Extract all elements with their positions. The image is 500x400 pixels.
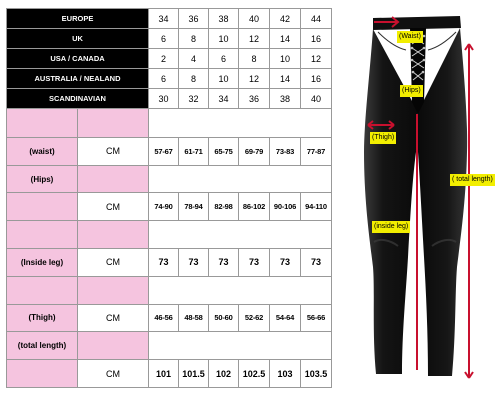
measure-value: 65-75 bbox=[209, 137, 239, 165]
swatch-cell bbox=[78, 332, 149, 360]
measure-row-hips bbox=[7, 193, 332, 221]
total-length-marker bbox=[464, 42, 474, 382]
size-cell: 8 bbox=[179, 69, 209, 89]
blank-cell bbox=[149, 332, 332, 360]
size-cell: 14 bbox=[270, 29, 301, 49]
size-cell: 34 bbox=[209, 89, 239, 109]
size-cell: 6 bbox=[209, 49, 239, 69]
measure-value: 69-79 bbox=[239, 137, 270, 165]
total-length-tag: ( total length) bbox=[450, 174, 495, 186]
size-cell: 44 bbox=[301, 9, 332, 29]
measure-value: 102.5 bbox=[239, 360, 270, 388]
swatch-cell bbox=[78, 221, 149, 249]
region-label: UK bbox=[7, 29, 149, 49]
unit-label: CM bbox=[78, 304, 149, 332]
size-cell: 12 bbox=[239, 29, 270, 49]
measure-value: 101 bbox=[149, 360, 179, 388]
size-cell: 8 bbox=[239, 49, 270, 69]
inside-leg-tag: (inside leg) bbox=[372, 221, 410, 233]
size-cell: 4 bbox=[179, 49, 209, 69]
size-cell: 12 bbox=[239, 69, 270, 89]
size-cell: 8 bbox=[179, 29, 209, 49]
label-cell-bottom bbox=[7, 193, 78, 221]
size-cell: 12 bbox=[301, 49, 332, 69]
size-cell: 36 bbox=[239, 89, 270, 109]
measure-label: (Hips) bbox=[7, 165, 78, 193]
blank-cell bbox=[149, 109, 332, 138]
measure-label: (total length) bbox=[7, 332, 78, 360]
measure-value: 94-110 bbox=[301, 193, 332, 221]
measure-value: 46-56 bbox=[149, 304, 179, 332]
measure-value: 102 bbox=[209, 360, 239, 388]
size-cell: 32 bbox=[179, 89, 209, 109]
right-leg-shape bbox=[418, 28, 467, 376]
label-cell-bottom bbox=[7, 360, 78, 388]
size-row-europe bbox=[7, 9, 332, 29]
measure-value: 73 bbox=[301, 249, 332, 277]
measure-value: 73 bbox=[149, 249, 179, 277]
measure-value: 54-64 bbox=[270, 304, 301, 332]
measure-value: 50-60 bbox=[209, 304, 239, 332]
size-cell: 6 bbox=[149, 69, 179, 89]
measure-value: 82-98 bbox=[209, 193, 239, 221]
size-cell: 42 bbox=[270, 9, 301, 29]
measure-row-inside-leg bbox=[7, 249, 332, 277]
measure-label: (waist) bbox=[7, 137, 78, 165]
size-cell: 2 bbox=[149, 49, 179, 69]
blank-cell bbox=[149, 221, 332, 249]
measure-value: 77-87 bbox=[301, 137, 332, 165]
measure-row-hips-top bbox=[7, 165, 332, 193]
size-cell: 16 bbox=[301, 29, 332, 49]
measure-value: 52-62 bbox=[239, 304, 270, 332]
blank-cell bbox=[149, 276, 332, 304]
measure-row-waist-top bbox=[7, 109, 332, 138]
inside-leg-marker bbox=[412, 112, 422, 374]
measure-value: 90-106 bbox=[270, 193, 301, 221]
measure-row-thigh-top bbox=[7, 276, 332, 304]
region-label: EUROPE bbox=[7, 9, 149, 29]
blank-cell bbox=[149, 165, 332, 193]
size-row-scandinavian bbox=[7, 89, 332, 109]
region-label: AUSTRALIA / NEALAND bbox=[7, 69, 149, 89]
measure-label: (Thigh) bbox=[7, 304, 78, 332]
unit-label: CM bbox=[78, 249, 149, 277]
measure-row-total-length bbox=[7, 360, 332, 388]
size-cell: 38 bbox=[209, 9, 239, 29]
measure-value: 73 bbox=[239, 249, 270, 277]
measure-value: 103 bbox=[270, 360, 301, 388]
size-cell: 16 bbox=[301, 69, 332, 89]
left-leg-shape bbox=[364, 29, 418, 374]
swatch-cell bbox=[78, 276, 149, 304]
label-cell-top bbox=[7, 221, 78, 249]
measure-value: 103.5 bbox=[301, 360, 332, 388]
region-label: SCANDINAVIAN bbox=[7, 89, 149, 109]
size-cell: 14 bbox=[270, 69, 301, 89]
measure-label: (Inside leg) bbox=[7, 249, 78, 277]
size-cell: 30 bbox=[149, 89, 179, 109]
unit-label: CM bbox=[78, 193, 149, 221]
measure-value: 74-90 bbox=[149, 193, 179, 221]
thigh-tag: (Thigh) bbox=[370, 132, 396, 144]
measure-value: 56-66 bbox=[301, 304, 332, 332]
measure-value: 61-71 bbox=[179, 137, 209, 165]
size-row-uk bbox=[7, 29, 332, 49]
measure-value: 86-102 bbox=[239, 193, 270, 221]
measure-value: 48-58 bbox=[179, 304, 209, 332]
swatch-cell bbox=[78, 165, 149, 193]
size-cell: 36 bbox=[179, 9, 209, 29]
jeans-illustration bbox=[340, 2, 500, 398]
size-cell: 6 bbox=[149, 29, 179, 49]
size-cell: 10 bbox=[209, 29, 239, 49]
label-cell-top bbox=[7, 276, 78, 304]
unit-label: CM bbox=[78, 137, 149, 165]
measure-value: 78-94 bbox=[179, 193, 209, 221]
size-cell: 34 bbox=[149, 9, 179, 29]
measure-value: 73 bbox=[209, 249, 239, 277]
size-cell: 10 bbox=[270, 49, 301, 69]
size-cell: 38 bbox=[270, 89, 301, 109]
region-label: USA / CANADA bbox=[7, 49, 149, 69]
measure-row-inside-leg-top bbox=[7, 221, 332, 249]
size-row-australia bbox=[7, 69, 332, 89]
size-cell: 40 bbox=[301, 89, 332, 109]
hips-tag: (Hips) bbox=[400, 85, 423, 97]
label-cell-top bbox=[7, 109, 78, 138]
waist-tag: (Waist) bbox=[397, 31, 423, 43]
measure-value: 57-67 bbox=[149, 137, 179, 165]
swatch-cell bbox=[78, 109, 149, 138]
measure-row-thigh bbox=[7, 304, 332, 332]
measure-row-total-length-top bbox=[7, 332, 332, 360]
measure-value: 101.5 bbox=[179, 360, 209, 388]
measure-value: 73 bbox=[179, 249, 209, 277]
size-cell: 10 bbox=[209, 69, 239, 89]
measure-row-waist bbox=[7, 137, 332, 165]
thigh-marker bbox=[366, 118, 396, 132]
size-cell: 40 bbox=[239, 9, 270, 29]
measure-value: 73 bbox=[270, 249, 301, 277]
unit-label: CM bbox=[78, 360, 149, 388]
size-row-usa-canada bbox=[7, 49, 332, 69]
measure-value: 73-83 bbox=[270, 137, 301, 165]
size-chart-table bbox=[6, 8, 332, 388]
